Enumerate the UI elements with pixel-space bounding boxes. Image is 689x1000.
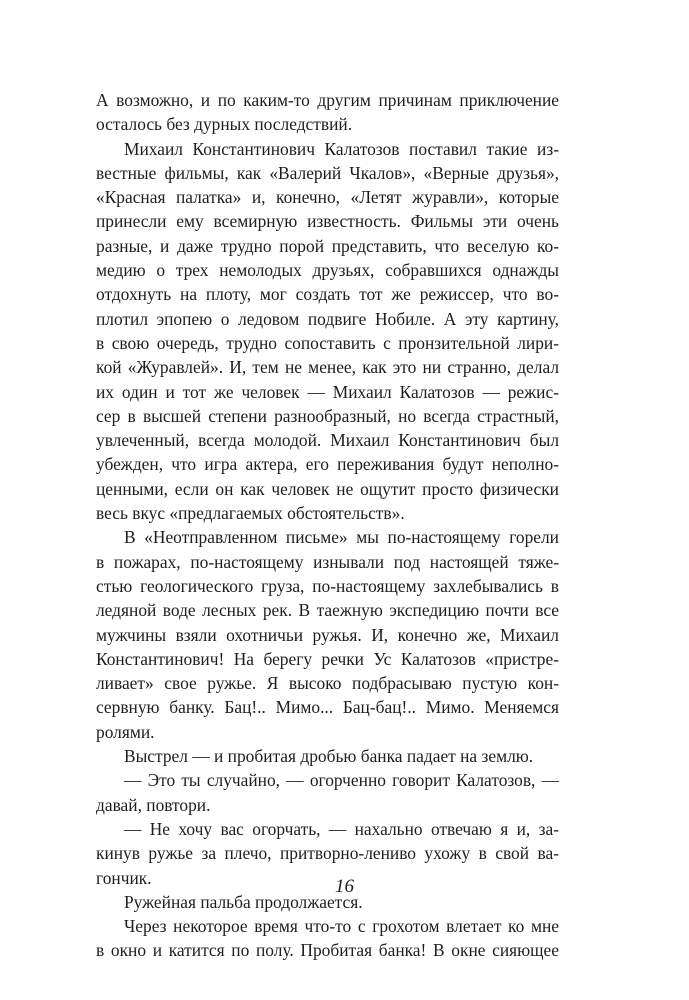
text-line: в свою очередь, трудно сопоставить с пронзительной лири- (96, 332, 559, 353)
text-line: «Красная палатка» и, конечно, «Летят журавли», которые (96, 187, 559, 208)
text-line: сер в высшей степени разнообразный, но всегда страстный, (96, 405, 559, 426)
text-line: Ружейная пальба продолжается. (124, 891, 363, 912)
text-line: плотил эпопею о ледовом подвиге Нобиле. А эту картину, (96, 308, 559, 329)
text-line: Михаил Константинович Калатозов поставил такие из- (124, 138, 559, 159)
text-line: их один и тот же человек — Михаил Калатозов — режис- (96, 381, 559, 402)
text-line: убежден, что игра актера, его переживания будут неполно- (96, 454, 559, 475)
text-line: отдохнуть на плоту, мог создать тот же режиссер, что во- (96, 284, 559, 305)
text-line: ледяной воде лесных рек. В таежную экспедицию почти все (96, 600, 559, 621)
text-line: принесли ему всемирную известность. Фильмы эти очень (96, 211, 559, 232)
text-line: в окно и катится по полу. Пробитая банка! В окне сияющее (96, 940, 559, 961)
text-line: ролями. (96, 721, 155, 742)
page-number: 16 (335, 876, 354, 897)
text-line: увлеченный, всегда молодой. Михаил Константинович был (96, 430, 559, 451)
text-line: давай, повтори. (96, 794, 211, 815)
text-line: Выстрел — и пробитая дробью банка падает на землю. (124, 746, 534, 767)
text-line: стью геологического груза, по-настоящему захлебывались в (96, 575, 559, 596)
text-line: ливает» свое ружье. Я высоко подбрасываю пустую кон- (96, 673, 559, 694)
text-line: — Не хочу вас огорчать, — нахально отвечаю я и, за- (124, 818, 559, 839)
text-line: ценными, если он как человек не ощутит просто физически (96, 478, 559, 499)
text-line: В «Неотправленном письме» мы по-настоящему горели (124, 527, 559, 548)
text-line: осталось без дурных последствий. (96, 114, 353, 135)
text-line: Через некоторое время что-то с грохотом влетает ко мне (124, 916, 559, 937)
page-body-text (96, 88, 559, 963)
text-line: сервную банку. Бац!.. Мимо... Бац-бац!.. Мимо. Меняемся (96, 697, 559, 718)
text-line: гончик. (96, 867, 152, 888)
text-line: вестные фильмы, как «Валерий Чкалов», «Верные друзья», (96, 162, 559, 183)
text-line: весь вкус «предлагаемых обстоятельств». (96, 503, 405, 524)
text-line: кинув ружье за плечо, притворно-лениво ухожу в свой ва- (96, 843, 559, 864)
text-line: в пожарах, по-настоящему изнывали под настоящей тяже- (96, 551, 559, 572)
text-line: кой «Журавлей». И, тем не менее, как это ни странно, делал (96, 357, 559, 378)
text-line: медию о трех немолодых друзьях, собравшихся однажды (96, 260, 559, 281)
text-line: Константинович! На берегу речки Ус Калатозов «пристре- (96, 648, 559, 669)
text-line: А возможно, и по каким-то другим причинам приключение (96, 90, 559, 110)
text-line: разные, и даже трудно порой представить, что веселую ко- (96, 235, 559, 256)
text-line: — Это ты случайно, — огорченно говорит Калатозов, — (124, 770, 559, 791)
text-line: мужчины взяли охотничьи ружья. И, конечно же, Михаил (96, 624, 559, 645)
